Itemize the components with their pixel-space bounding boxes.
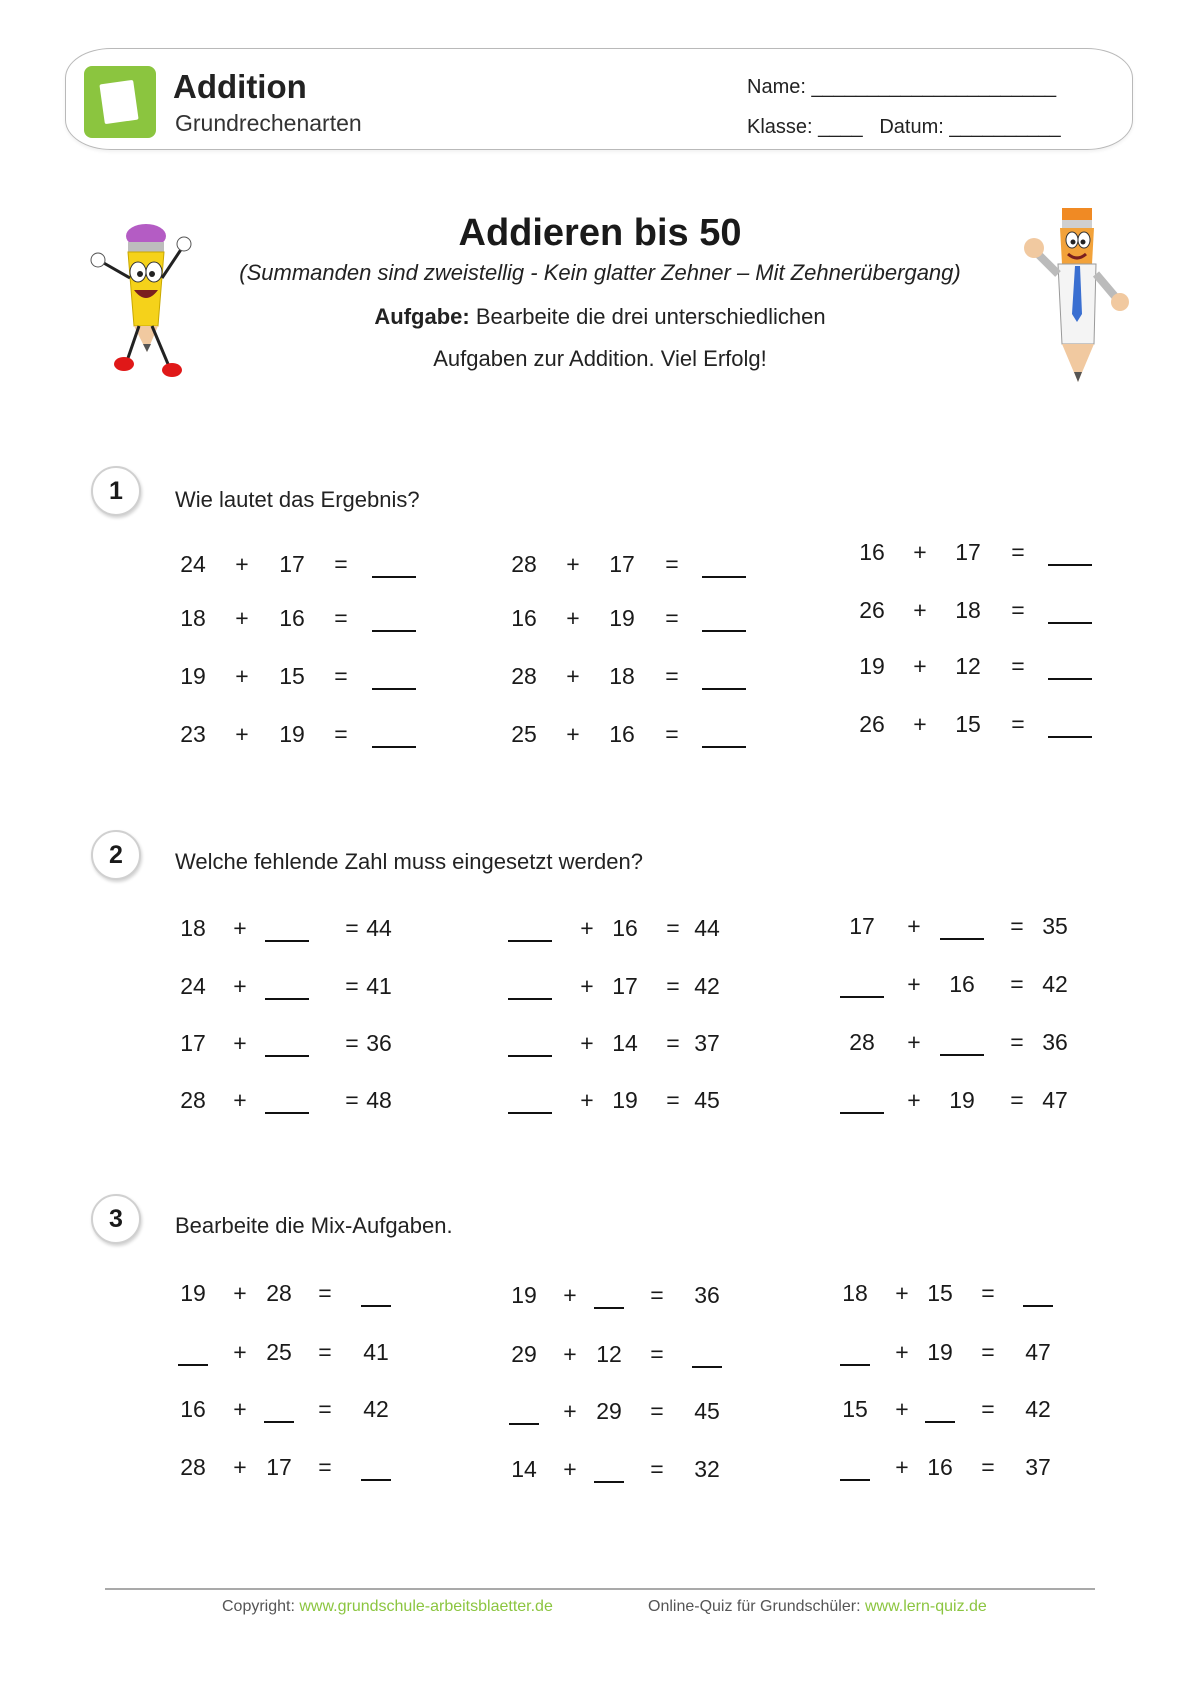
copyright-label: Copyright: [222, 1598, 295, 1615]
number: 18 [842, 1280, 868, 1306]
plus-sign: + [235, 551, 249, 577]
plus-sign: + [563, 1456, 577, 1482]
plus-sign: + [895, 1280, 909, 1306]
plus-sign: + [233, 915, 247, 941]
number: 18 [180, 605, 206, 631]
yellow-pencil-mascot-icon [84, 218, 194, 382]
number: 17 [279, 551, 305, 577]
page-title: Addieren bis 50 [458, 212, 742, 254]
section-number-badge: 3 [91, 1194, 141, 1244]
number: 19 [859, 653, 885, 679]
date-label: Datum: [879, 116, 944, 138]
footer-copyright [222, 1598, 553, 1616]
number: 19 [279, 721, 305, 747]
class-line: ____ [818, 116, 863, 138]
number: 42 [1025, 1396, 1051, 1422]
number: 28 [180, 1454, 206, 1480]
number: 14 [511, 1456, 537, 1482]
equals-sign: = [334, 663, 348, 689]
number: 19 [180, 663, 206, 689]
answer-blank[interactable] [264, 1421, 294, 1423]
number: 18 [609, 663, 635, 689]
plus-sign: + [907, 971, 921, 997]
plus-sign: + [563, 1398, 577, 1424]
plus-sign: + [566, 721, 580, 747]
answer-blank[interactable] [372, 630, 416, 632]
number: 15 [279, 663, 305, 689]
equals-sign: = [318, 1454, 332, 1480]
answer-blank[interactable] [1048, 736, 1092, 738]
plus-sign: + [895, 1396, 909, 1422]
number: 36 [366, 1030, 392, 1056]
number: 23 [180, 721, 206, 747]
number: 48 [366, 1087, 392, 1113]
copyright-link[interactable]: www.grundschule-arbeitsblaetter.de [299, 1598, 553, 1615]
plus-sign: + [233, 1280, 247, 1306]
equals-sign: = [650, 1341, 664, 1367]
number: 19 [609, 605, 635, 631]
section-number-badge: 1 [91, 466, 141, 516]
number: 25 [511, 721, 537, 747]
number: 16 [180, 1396, 206, 1422]
plus-sign: + [580, 973, 594, 999]
number: 19 [612, 1087, 638, 1113]
answer-blank[interactable] [265, 1112, 309, 1114]
section-prompt: Wie lautet das Ergebnis? [175, 487, 420, 512]
equals-sign: = [1010, 1029, 1024, 1055]
answer-blank[interactable] [508, 998, 552, 1000]
number: 16 [609, 721, 635, 747]
plus-sign: + [235, 663, 249, 689]
plus-sign: + [907, 913, 921, 939]
equals-sign: = [650, 1398, 664, 1424]
answer-blank[interactable] [265, 1055, 309, 1057]
name-field[interactable] [747, 76, 1056, 99]
number: 28 [511, 663, 537, 689]
plus-sign: + [233, 1454, 247, 1480]
number: 17 [609, 551, 635, 577]
answer-blank[interactable] [702, 576, 746, 578]
number: 36 [694, 1282, 720, 1308]
number: 42 [363, 1396, 389, 1422]
number: 41 [363, 1339, 389, 1365]
number: 42 [1042, 971, 1068, 997]
equals-sign: = [1011, 597, 1025, 623]
number: 24 [180, 973, 206, 999]
plus-sign: + [580, 1030, 594, 1056]
number: 12 [955, 653, 981, 679]
task-label: Aufgabe: [374, 304, 470, 329]
answer-blank[interactable] [594, 1481, 624, 1483]
header-title: Addition [173, 68, 307, 105]
worksheet-logo-icon [84, 66, 156, 138]
equals-sign: = [1010, 1087, 1024, 1113]
plus-sign: + [233, 1396, 247, 1422]
number: 15 [955, 711, 981, 737]
number: 19 [180, 1280, 206, 1306]
answer-blank[interactable] [1048, 678, 1092, 680]
plus-sign: + [895, 1454, 909, 1480]
equals-sign: = [666, 1030, 680, 1056]
answer-blank[interactable] [692, 1366, 722, 1368]
number: 16 [511, 605, 537, 631]
class-date-fields[interactable] [747, 116, 1061, 139]
equals-sign: = [318, 1339, 332, 1365]
answer-blank[interactable] [508, 940, 552, 942]
header-subtitle: Grundrechenarten [175, 110, 362, 136]
equals-sign: = [334, 721, 348, 747]
number: 28 [511, 551, 537, 577]
answer-blank[interactable] [940, 1054, 984, 1056]
task-text-1: Bearbeite die drei unterschiedlichen [475, 304, 826, 329]
answer-blank[interactable] [178, 1364, 208, 1366]
number: 16 [612, 915, 638, 941]
plus-sign: + [233, 1030, 247, 1056]
plus-sign: + [913, 711, 927, 737]
answer-blank[interactable] [594, 1307, 624, 1309]
plus-sign: + [895, 1339, 909, 1365]
answer-blank[interactable] [508, 1112, 552, 1114]
equals-sign: = [1011, 539, 1025, 565]
equals-sign: = [318, 1396, 332, 1422]
name-label: Name: [747, 76, 806, 98]
plus-sign: + [566, 551, 580, 577]
answer-blank[interactable] [925, 1421, 955, 1423]
equals-sign: = [1010, 913, 1024, 939]
plus-sign: + [913, 597, 927, 623]
equals-sign: = [345, 915, 359, 941]
answer-blank[interactable] [1023, 1305, 1053, 1307]
number: 17 [180, 1030, 206, 1056]
plus-sign: + [233, 1339, 247, 1365]
answer-blank[interactable] [702, 688, 746, 690]
number: 17 [955, 539, 981, 565]
number: 26 [859, 711, 885, 737]
number: 32 [694, 1456, 720, 1482]
answer-blank[interactable] [702, 746, 746, 748]
number: 16 [927, 1454, 953, 1480]
answer-blank[interactable] [372, 576, 416, 578]
plus-sign: + [563, 1282, 577, 1308]
answer-blank[interactable] [265, 940, 309, 942]
orange-pencil-mascot-icon [1020, 204, 1130, 390]
plus-sign: + [566, 605, 580, 631]
section-prompt: Bearbeite die Mix-Aufgaben. [175, 1213, 453, 1238]
equals-sign: = [666, 1087, 680, 1113]
number: 37 [1025, 1454, 1051, 1480]
equals-sign: = [345, 1030, 359, 1056]
equals-sign: = [666, 915, 680, 941]
plus-sign: + [563, 1341, 577, 1367]
answer-blank[interactable] [940, 938, 984, 940]
plus-sign: + [233, 1087, 247, 1113]
equals-sign: = [665, 551, 679, 577]
name-line: ______________________ [811, 76, 1057, 98]
plus-sign: + [580, 915, 594, 941]
number: 18 [180, 915, 206, 941]
equals-sign: = [665, 721, 679, 747]
equals-sign: = [1011, 653, 1025, 679]
equals-sign: = [981, 1396, 995, 1422]
plus-sign: + [907, 1087, 921, 1113]
number: 37 [694, 1030, 720, 1056]
equals-sign: = [1011, 711, 1025, 737]
answer-blank[interactable] [265, 998, 309, 1000]
number: 42 [694, 973, 720, 999]
class-label: Klasse: [747, 116, 813, 138]
number: 18 [955, 597, 981, 623]
number: 16 [949, 971, 975, 997]
number: 44 [366, 915, 392, 941]
number: 36 [1042, 1029, 1068, 1055]
answer-blank[interactable] [361, 1479, 391, 1481]
number: 15 [927, 1280, 953, 1306]
number: 24 [180, 551, 206, 577]
answer-blank[interactable] [840, 1364, 870, 1366]
date-line: __________ [949, 116, 1061, 138]
number: 28 [180, 1087, 206, 1113]
equals-sign: = [650, 1282, 664, 1308]
answer-blank[interactable] [1048, 622, 1092, 624]
number: 15 [842, 1396, 868, 1422]
plus-sign: + [913, 653, 927, 679]
number: 45 [694, 1087, 720, 1113]
number: 12 [596, 1341, 622, 1367]
answer-blank[interactable] [372, 688, 416, 690]
number: 35 [1042, 913, 1068, 939]
plus-sign: + [913, 539, 927, 565]
answer-blank[interactable] [509, 1423, 539, 1425]
number: 26 [859, 597, 885, 623]
plus-sign: + [235, 605, 249, 631]
number: 17 [612, 973, 638, 999]
quiz-link[interactable]: www.lern-quiz.de [864, 1598, 987, 1615]
number: 28 [849, 1029, 875, 1055]
number: 28 [266, 1280, 292, 1306]
footer-divider [105, 1588, 1095, 1590]
answer-blank[interactable] [508, 1055, 552, 1057]
number: 16 [859, 539, 885, 565]
page-subtitle: (Summanden sind zweistellig - Kein glatter Zehner – Mit Zehnerübergang) [239, 260, 961, 285]
answer-blank[interactable] [372, 746, 416, 748]
task-text-2: Aufgaben zur Addition. Viel Erfolg! [433, 346, 767, 371]
equals-sign: = [650, 1456, 664, 1482]
equals-sign: = [334, 605, 348, 631]
equals-sign: = [318, 1280, 332, 1306]
section-prompt: Welche fehlende Zahl muss eingesetzt werden? [175, 849, 643, 874]
plus-sign: + [233, 973, 247, 999]
answer-blank[interactable] [840, 1112, 884, 1114]
equals-sign: = [666, 973, 680, 999]
number: 17 [266, 1454, 292, 1480]
number: 14 [612, 1030, 638, 1056]
number: 45 [694, 1398, 720, 1424]
answer-blank[interactable] [702, 630, 746, 632]
answer-blank[interactable] [361, 1305, 391, 1307]
equals-sign: = [981, 1280, 995, 1306]
number: 41 [366, 973, 392, 999]
number: 16 [279, 605, 305, 631]
section-number-badge: 2 [91, 830, 141, 880]
answer-blank[interactable] [840, 1479, 870, 1481]
number: 29 [511, 1341, 537, 1367]
equals-sign: = [665, 663, 679, 689]
equals-sign: = [665, 605, 679, 631]
equals-sign: = [345, 1087, 359, 1113]
number: 19 [511, 1282, 537, 1308]
plus-sign: + [580, 1087, 594, 1113]
number: 19 [927, 1339, 953, 1365]
number: 44 [694, 915, 720, 941]
plus-sign: + [566, 663, 580, 689]
number: 29 [596, 1398, 622, 1424]
number: 25 [266, 1339, 292, 1365]
equals-sign: = [345, 973, 359, 999]
plus-sign: + [235, 721, 249, 747]
equals-sign: = [1010, 971, 1024, 997]
equals-sign: = [981, 1339, 995, 1365]
plus-sign: + [907, 1029, 921, 1055]
equals-sign: = [981, 1454, 995, 1480]
number: 19 [949, 1087, 975, 1113]
answer-blank[interactable] [1048, 564, 1092, 566]
quiz-label: Online-Quiz für Grundschüler: [648, 1598, 861, 1615]
number: 47 [1025, 1339, 1051, 1365]
equals-sign: = [334, 551, 348, 577]
number: 47 [1042, 1087, 1068, 1113]
answer-blank[interactable] [840, 996, 884, 998]
number: 17 [849, 913, 875, 939]
footer-quiz [648, 1598, 987, 1616]
